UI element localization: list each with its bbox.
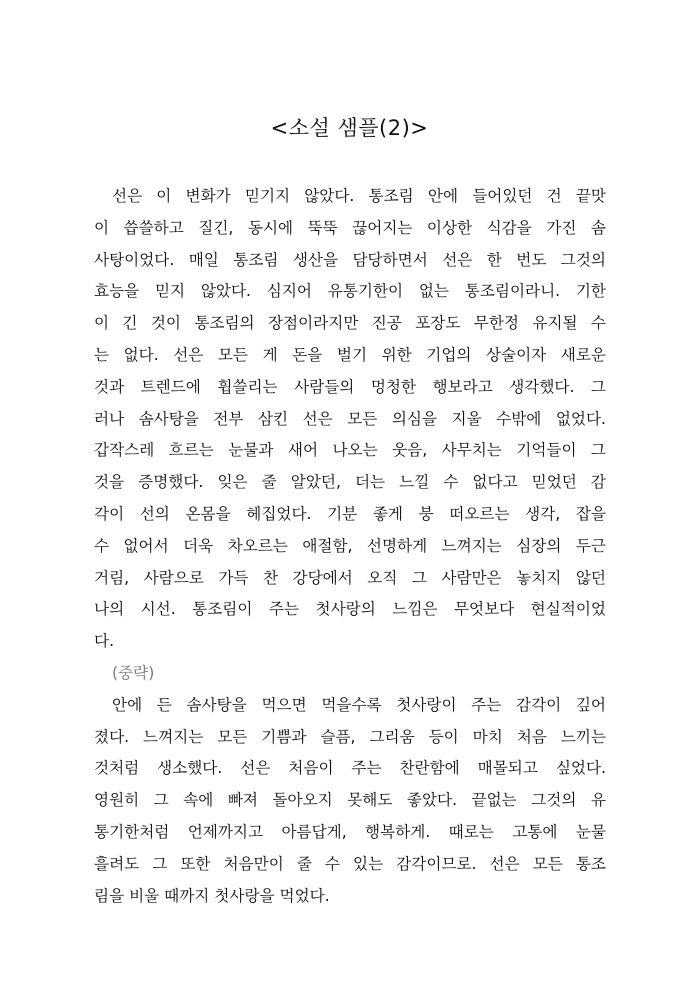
text-line: 수 없어서 더욱 차오르는 애절함, 선명하게 느껴지는 심장의 두근 [94, 536, 606, 555]
text-line: 효능을 믿지 않았다. 심지어 유통기한이 없는 통조림이라니. 기한 [94, 282, 606, 301]
text-line: 선은 이 변화가 믿기지 않았다. 통조림 안에 들어있던 건 끝맛 [112, 187, 606, 205]
omission-marker: (중략) [112, 663, 155, 682]
page-title: <소설 샘플(2)> [270, 116, 429, 140]
paragraph-2 [94, 690, 606, 913]
text-line: 것을 증명했다. 잊은 줄 알았던, 더는 느낄 수 없다고 믿었던 감 [94, 473, 606, 492]
text-line: 이 씁쓸하고 질긴, 동시에 뚝뚝 끊어지는 이상한 식감을 가진 솜 [94, 218, 606, 237]
text-line: 각이 선의 온몸을 헤집었다. 기분 좋게 붕 떠오르는 생각, 잡을 [94, 504, 606, 523]
text-line: 이 긴 것이 통조림의 장점이라지만 진공 포장도 무한정 유지될 수 [94, 314, 606, 333]
text-line: 림을 비울 때까지 첫사랑을 먹었다. [94, 886, 330, 905]
text-line: 사탕이었다. 매일 통조림 생산을 담당하면서 선은 한 번도 그것의 [94, 250, 606, 269]
story-body [94, 181, 606, 912]
text-line: 것처럼 생소했다. 선은 처음이 주는 찬란함에 매몰되고 싶었다. [94, 759, 606, 778]
text-line: 나의 시선. 통조림이 주는 첫사랑의 느낌은 무엇보다 현실적이었 [94, 600, 606, 619]
paragraph-1 [94, 181, 606, 658]
text-line: 갑작스레 흐르는 눈물과 새어 나오는 웃음, 사무치는 기억들이 그 [94, 441, 606, 460]
text-line: 영원히 그 속에 빠져 돌아오지 못해도 좋았다. 끝없는 그것의 유 [94, 791, 606, 810]
text-line: 러나 솜사탕을 전부 삼킨 선은 모든 의심을 지울 수밖에 없었다. [94, 409, 606, 428]
text-line: 통기한처럼 언제까지고 아름답게, 행복하게. 때로는 고통에 눈물 [94, 822, 606, 841]
text-line: 다. [94, 632, 115, 651]
text-line: 것과 트렌드에 휩쓸리는 사람들의 멍청한 행보라고 생각했다. 그 [94, 377, 606, 396]
text-line: 졌다. 느껴지는 모든 기쁨과 슬픔, 그리움 등이 마치 처음 느끼는 [94, 727, 606, 746]
text-line: 는 없다. 선은 모든 게 돈을 벌기 위한 기업의 상술이자 새로운 [94, 345, 606, 364]
text-line: 거림, 사람으로 가득 찬 강당에서 오직 그 사람만은 놓치지 않던 [94, 568, 606, 587]
text-line: 흘려도 그 또한 처음만이 줄 수 있는 감각이므로. 선은 모든 통조 [94, 854, 606, 873]
text-line: 안에 든 솜사탕을 먹으면 먹을수록 첫사랑이 주는 감각이 깊어 [112, 695, 606, 714]
